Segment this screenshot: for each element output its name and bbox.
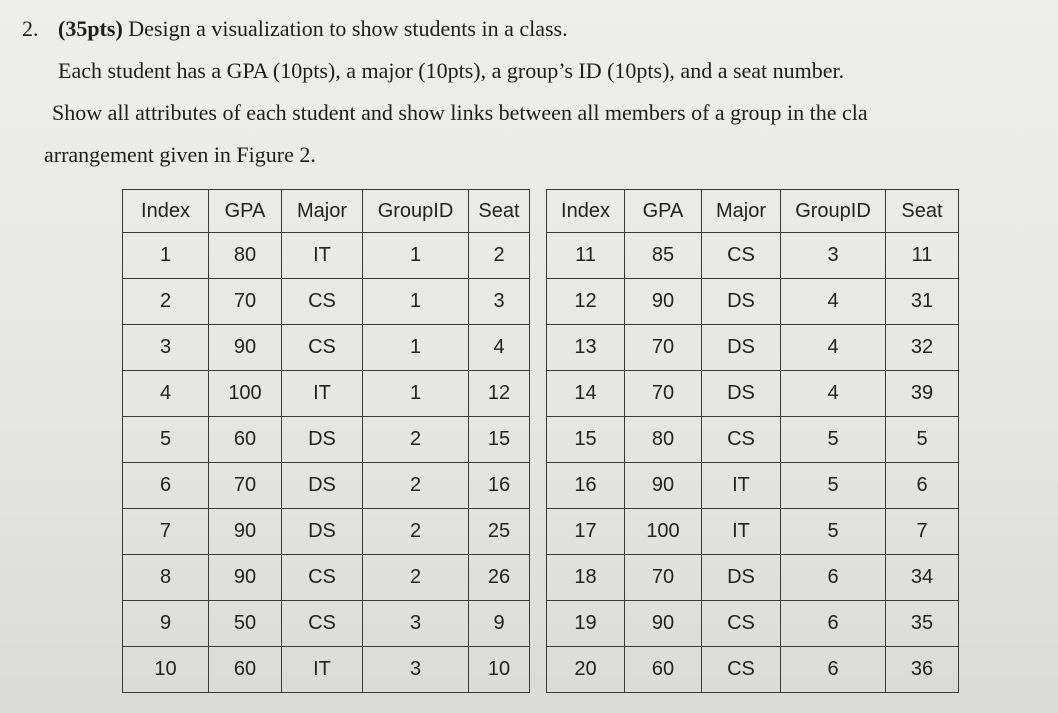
cell-major: CS: [282, 555, 363, 601]
table-row: [547, 509, 959, 555]
cell-gpa: 50: [209, 601, 282, 647]
cell-major: DS: [282, 463, 363, 509]
cell-groupid: 1: [363, 371, 469, 417]
cell-index: 8: [123, 555, 209, 601]
cell-major: IT: [702, 463, 781, 509]
header-groupid: GroupID: [781, 190, 886, 233]
cell-groupid: 6: [781, 555, 886, 601]
table-row: [547, 233, 959, 279]
cell-gpa: 70: [625, 555, 702, 601]
left-student-table: [122, 189, 530, 693]
cell-seat: 35: [886, 601, 959, 647]
cell-index: 6: [123, 463, 209, 509]
cell-gpa: 70: [209, 279, 282, 325]
table-row: [123, 279, 530, 325]
cell-gpa: 90: [209, 325, 282, 371]
cell-seat: 7: [886, 509, 959, 555]
question-line-4: arrangement given in Figure 2.: [44, 142, 316, 167]
cell-gpa: 60: [209, 417, 282, 463]
cell-seat: 6: [886, 463, 959, 509]
question-text-1: Design a visualization to show students in a class.: [128, 16, 568, 41]
table-row: [547, 601, 959, 647]
cell-seat: 12: [469, 371, 530, 417]
cell-major: DS: [702, 371, 781, 417]
cell-seat: 4: [469, 325, 530, 371]
right-table-body: [547, 233, 959, 693]
cell-index: 3: [123, 325, 209, 371]
question-block: [22, 8, 1052, 176]
cell-index: 17: [547, 509, 625, 555]
cell-major: IT: [282, 647, 363, 693]
cell-groupid: 6: [781, 647, 886, 693]
cell-seat: 11: [886, 233, 959, 279]
table-row: [123, 509, 530, 555]
header-gpa: GPA: [625, 190, 702, 233]
cell-gpa: 80: [209, 233, 282, 279]
cell-groupid: 3: [363, 647, 469, 693]
question-line-1: [22, 8, 1052, 50]
question-points: (35pts): [58, 16, 123, 41]
table-row: [547, 463, 959, 509]
cell-major: CS: [702, 647, 781, 693]
cell-gpa: 100: [625, 509, 702, 555]
cell-gpa: 70: [625, 371, 702, 417]
cell-groupid: 3: [781, 233, 886, 279]
cell-groupid: 4: [781, 325, 886, 371]
cell-gpa: 60: [209, 647, 282, 693]
cell-major: CS: [282, 325, 363, 371]
cell-seat: 15: [469, 417, 530, 463]
cell-index: 19: [547, 601, 625, 647]
cell-index: 13: [547, 325, 625, 371]
cell-seat: 3: [469, 279, 530, 325]
cell-gpa: 90: [625, 601, 702, 647]
cell-major: CS: [702, 233, 781, 279]
table-row: [547, 279, 959, 325]
cell-seat: 32: [886, 325, 959, 371]
question-line-2: Each student has a GPA (10pts), a major (10pts), a group’s ID (10pts), and a seat number.: [58, 58, 845, 83]
cell-seat: 39: [886, 371, 959, 417]
header-groupid: GroupID: [363, 190, 469, 233]
cell-groupid: 2: [363, 555, 469, 601]
cell-seat: 2: [469, 233, 530, 279]
cell-groupid: 5: [781, 463, 886, 509]
cell-gpa: 90: [625, 279, 702, 325]
cell-groupid: 2: [363, 509, 469, 555]
table-row: [547, 647, 959, 693]
cell-gpa: 60: [625, 647, 702, 693]
header-seat: Seat: [469, 190, 530, 233]
table-row: [123, 417, 530, 463]
header-major: Major: [282, 190, 363, 233]
table-row: [123, 647, 530, 693]
cell-index: 16: [547, 463, 625, 509]
cell-groupid: 3: [363, 601, 469, 647]
cell-index: 10: [123, 647, 209, 693]
cell-groupid: 4: [781, 371, 886, 417]
cell-index: 1: [123, 233, 209, 279]
header-seat: Seat: [886, 190, 959, 233]
cell-index: 14: [547, 371, 625, 417]
cell-index: 2: [123, 279, 209, 325]
cell-groupid: 1: [363, 233, 469, 279]
cell-groupid: 2: [363, 463, 469, 509]
table-row: [123, 371, 530, 417]
cell-index: 15: [547, 417, 625, 463]
cell-gpa: 70: [209, 463, 282, 509]
cell-groupid: 5: [781, 417, 886, 463]
cell-major: DS: [702, 555, 781, 601]
cell-index: 20: [547, 647, 625, 693]
header-index: Index: [547, 190, 625, 233]
right-student-table: [546, 189, 959, 693]
cell-index: 4: [123, 371, 209, 417]
table-row: [547, 371, 959, 417]
table-row: [547, 555, 959, 601]
cell-major: CS: [702, 601, 781, 647]
cell-seat: 10: [469, 647, 530, 693]
cell-major: IT: [282, 371, 363, 417]
cell-groupid: 1: [363, 279, 469, 325]
cell-major: CS: [282, 279, 363, 325]
cell-gpa: 90: [209, 509, 282, 555]
cell-seat: 25: [469, 509, 530, 555]
question-line-3: Show all attributes of each student and show links between all members of a group in the cla: [52, 100, 868, 125]
cell-major: DS: [282, 417, 363, 463]
header-major: Major: [702, 190, 781, 233]
table-row: [123, 555, 530, 601]
cell-major: IT: [702, 509, 781, 555]
cell-groupid: 1: [363, 325, 469, 371]
cell-major: IT: [282, 233, 363, 279]
header-gpa: GPA: [209, 190, 282, 233]
table-row: [123, 463, 530, 509]
cell-index: 9: [123, 601, 209, 647]
cell-seat: 5: [886, 417, 959, 463]
cell-seat: 9: [469, 601, 530, 647]
cell-seat: 34: [886, 555, 959, 601]
cell-major: DS: [702, 325, 781, 371]
cell-index: 18: [547, 555, 625, 601]
cell-gpa: 90: [209, 555, 282, 601]
table-row: [123, 325, 530, 371]
table-row: [547, 417, 959, 463]
cell-index: 7: [123, 509, 209, 555]
cell-gpa: 70: [625, 325, 702, 371]
left-student-table-wrap: [122, 189, 530, 693]
cell-gpa: 80: [625, 417, 702, 463]
cell-gpa: 90: [625, 463, 702, 509]
right-student-table-wrap: [546, 189, 959, 693]
table-row: [547, 325, 959, 371]
cell-major: DS: [702, 279, 781, 325]
cell-major: CS: [282, 601, 363, 647]
left-table-body: [123, 233, 530, 693]
cell-groupid: 4: [781, 279, 886, 325]
cell-gpa: 85: [625, 233, 702, 279]
cell-seat: 36: [886, 647, 959, 693]
cell-gpa: 100: [209, 371, 282, 417]
header-index: Index: [123, 190, 209, 233]
cell-major: DS: [282, 509, 363, 555]
cell-index: 11: [547, 233, 625, 279]
table-row: [123, 601, 530, 647]
cell-major: CS: [702, 417, 781, 463]
left-header-row: [123, 190, 530, 233]
table-row: [123, 233, 530, 279]
right-header-row: [547, 190, 959, 233]
cell-seat: 26: [469, 555, 530, 601]
cell-seat: 16: [469, 463, 530, 509]
cell-groupid: 6: [781, 601, 886, 647]
question-number: 2.: [22, 16, 39, 41]
cell-groupid: 2: [363, 417, 469, 463]
cell-seat: 31: [886, 279, 959, 325]
cell-index: 12: [547, 279, 625, 325]
cell-groupid: 5: [781, 509, 886, 555]
cell-index: 5: [123, 417, 209, 463]
